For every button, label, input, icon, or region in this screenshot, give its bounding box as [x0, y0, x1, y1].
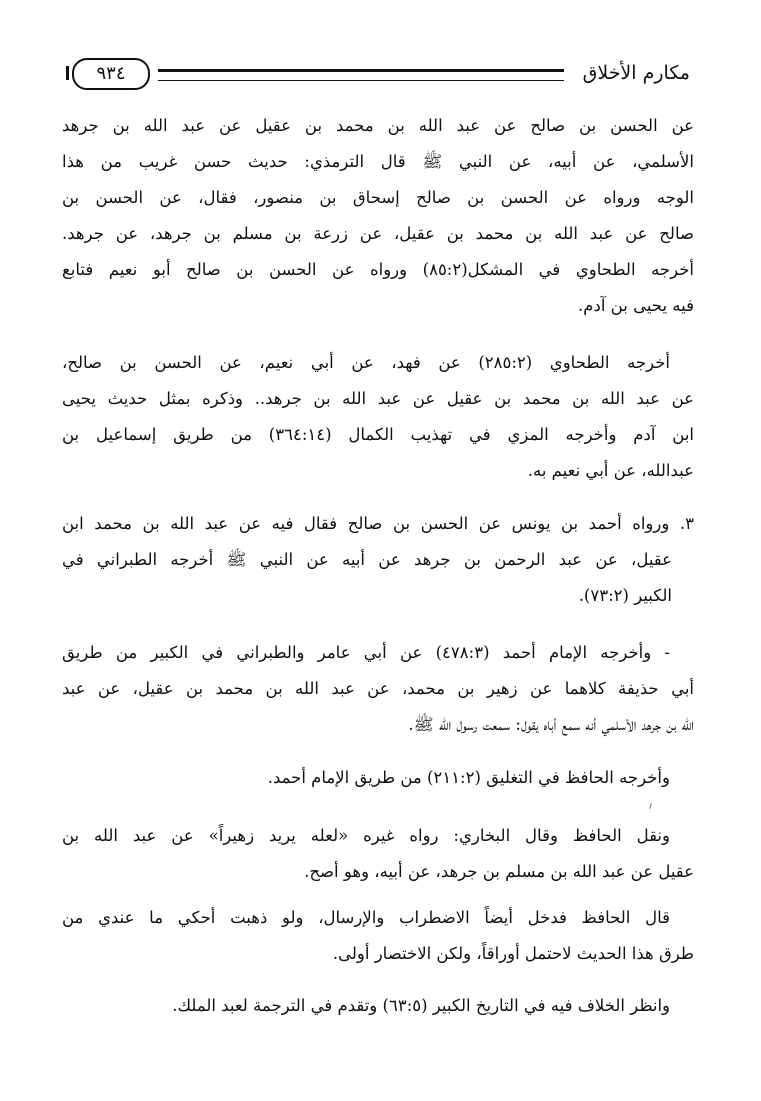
text-line: الكبير (٧٣:٢). [578, 586, 672, 605]
text-line: ابن آدم وأخرجه المزي في تهذيب الكمال (٣٦٤:١٤) من طريق إسماعيل بن [62, 425, 694, 444]
text-line: - وأخرجه الإمام أحمد (٤٧٨:٣) عن أبي عامر والطبراني في الكبير من طريق [62, 643, 670, 662]
text-line: أخرجه الطحاوي في المشكل(٨٥:٢) ورواه عن الحسن بن صالح أبو نعيم فتابع [62, 260, 694, 279]
text-line: أخرجه الطحاوي (٢٨٥:٢) عن فهد، عن أبي نعيم، عن الحسن بن صالح، [62, 353, 670, 372]
text-line: عبدالله، عن أبي نعيم به. [527, 461, 694, 480]
paragraph-1 [62, 108, 694, 324]
text-line: الله بن جرهد الأسلمي أنه سمع أباه يقول: سمعت رسول الله ﷺ. [408, 715, 694, 734]
text-line: الوجه ورواه عن الحسن بن صالح إسحاق بن منصور، فقال، عن الحسن بن [62, 188, 694, 207]
text-line: وأخرجه الحافظ في التغليق (٢١١:٢) من طريق الإمام أحمد. [267, 768, 670, 787]
text-line: ونقل الحافظ وقال البخاري: رواه غيره «لعله يريد زهيراً» عن عبد الله بن [62, 826, 670, 845]
header-title: مكارم الأخلاق [582, 62, 690, 84]
page-number-ornament [66, 66, 69, 80]
text-line: صالح عن عبد الله بن محمد بن عقيل، عن زرعة بن مسلم بن جرهد، عن جرهد. [62, 224, 694, 243]
paragraph-2 [62, 345, 694, 489]
header-rule [158, 69, 564, 81]
text-line: طرق هذا الحديث لاحتمل أوراقاً، ولكن الاختصار أولى. [332, 944, 694, 963]
text-line: فيه يحيى بن آدم. [578, 296, 694, 315]
text-line: ٣. ورواه أحمد بن يونس عن الحسن بن صالح فقال فيه عن عبد الله بن محمد ابن [62, 514, 694, 533]
stray-mark [649, 803, 652, 809]
text-line: قال الحافظ فدخل أيضاً الاضطراب والإرسال، ولو ذهبت أحكي ما عندي من [62, 908, 670, 927]
text-line: عن عبد الله بن محمد بن عقيل عن عبد الله بن جرهد.. وذكره بمثل حديث يحيى [62, 389, 694, 408]
paragraph-7 [62, 900, 694, 972]
text-line: أبي حذيفة كلاهما عن زهير بن محمد، عن عبد الله بن محمد بن عقيل، عن عبد [62, 679, 694, 698]
paragraph-4 [62, 635, 694, 743]
text-line: عقيل عن عبد الله بن مسلم بن جرهد، عن أبيه، وهو أصح. [304, 862, 694, 881]
paragraph-8 [62, 988, 694, 1024]
paragraph-6 [62, 818, 694, 890]
text-line: وانظر الخلاف فيه في التاريخ الكبير (٦٣:٥) وتقدم في الترجمة لعبد الملك. [172, 996, 670, 1015]
page-header [66, 58, 690, 92]
text-line: الأسلمي، عن أبيه، عن النبي ﷺ قال الترمذي: حديث حسن غريب من هذا [62, 152, 694, 171]
paragraph-3 [62, 506, 694, 614]
paragraph-5 [62, 760, 694, 796]
text-line: عقيل، عن عبد الرحمن بن جرهد عن أبيه عن النبي ﷺ أخرجه الطبراني في [62, 550, 672, 569]
page-number: ٩٣٤ [72, 58, 150, 90]
text-line: عن الحسن بن صالح عن عبد الله بن محمد بن عقيل عن عبد الله بن جرهد [62, 116, 694, 135]
